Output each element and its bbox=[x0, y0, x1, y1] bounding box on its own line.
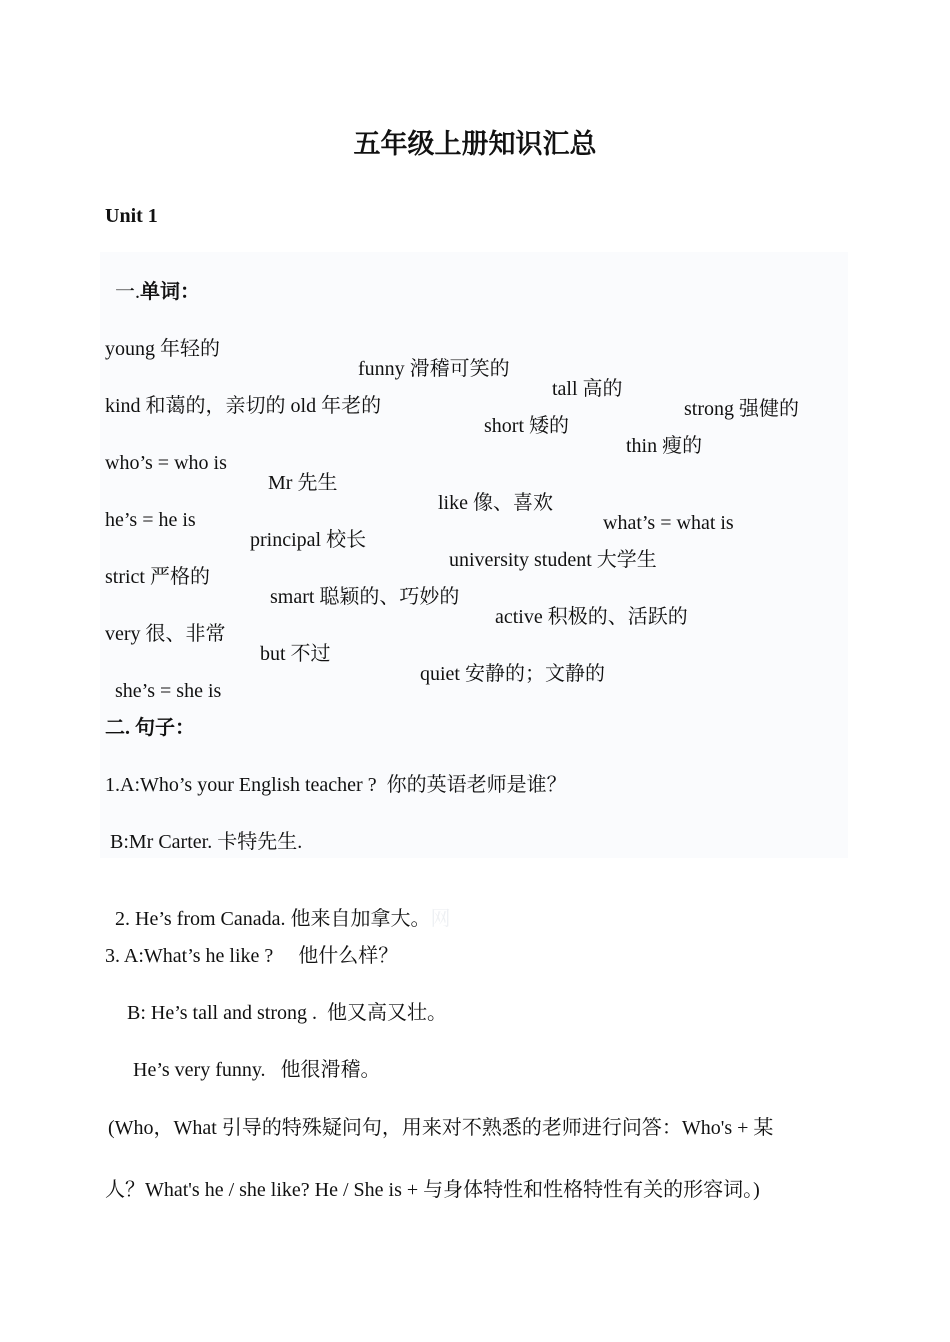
sentence-heading: 二. 句子： bbox=[105, 717, 195, 739]
vocab-word: active 积极的、活跃的 bbox=[495, 606, 688, 628]
sentence-2-text: 2. He’s from Canada. 他来自加拿大。 bbox=[115, 908, 431, 930]
vocab-heading-number: 一. bbox=[115, 281, 140, 303]
vocab-word: funny 滑稽可笑的 bbox=[358, 358, 510, 380]
sentence-3c: He’s very funny. 他很滑稽。 bbox=[133, 1059, 381, 1081]
vocab-row-6 bbox=[105, 604, 865, 685]
vocab-word: kind 和蔼的，亲切的 old 年老的 bbox=[105, 395, 382, 417]
vocab-word: but 不过 bbox=[260, 643, 331, 665]
vocab-word: young 年轻的 bbox=[105, 338, 220, 360]
vocab-row-7 bbox=[105, 661, 221, 701]
vocab-word: who’s = who is bbox=[105, 452, 227, 474]
sentence-1b: B:Mr Carter. 卡特先生. bbox=[110, 831, 303, 853]
unit-heading: Unit 1 bbox=[105, 205, 158, 227]
vocab-row-5 bbox=[105, 547, 865, 628]
vocab-word: strict 严格的 bbox=[105, 566, 210, 588]
page-title: 五年级上册知识汇总 bbox=[353, 129, 597, 159]
vocab-heading-label: 单词： bbox=[140, 281, 200, 303]
vocab-word: Mr 先生 bbox=[268, 472, 338, 494]
vocab-word: he’s = he is bbox=[105, 509, 196, 531]
vocab-word: like 像、喜欢 bbox=[438, 492, 553, 514]
vocab-word: short 矮的 bbox=[484, 415, 569, 437]
vocab-word: tall 高的 bbox=[552, 378, 623, 400]
vocab-word: she’s = she is bbox=[115, 680, 222, 702]
vocab-heading bbox=[105, 262, 200, 302]
sentence-2 bbox=[105, 889, 451, 929]
sentence-3a: 3. A:What’s he like ? 他什么样？ bbox=[105, 945, 399, 967]
grammar-note-line-1: (Who，What 引导的特殊疑问句，用来对不熟悉的老师进行问答：Who's + 某 bbox=[108, 1117, 774, 1139]
vocab-word: smart 聪颖的、巧妙的 bbox=[270, 586, 460, 608]
vocab-word: what’s = what is bbox=[603, 512, 734, 534]
vocab-word: very 很、非常 bbox=[105, 623, 226, 645]
sentence-3b: B: He’s tall and strong . 他又高又壮。 bbox=[127, 1002, 447, 1024]
vocab-word: university student 大学生 bbox=[449, 549, 657, 571]
watermark-mark: 网 bbox=[430, 908, 451, 930]
grammar-note-line-2: 人？What's he / she like? He / She is + 与身体特性和性格特性有关的形容词。) bbox=[105, 1179, 760, 1201]
vocab-word: quiet 安静的；文静的 bbox=[420, 663, 605, 685]
vocab-word: principal 校长 bbox=[250, 529, 367, 551]
vocab-word: strong 强健的 bbox=[684, 398, 799, 420]
sentence-1a: 1.A:Who’s your English teacher ? 你的英语老师是谁？ bbox=[105, 774, 567, 796]
vocab-word: thin 瘦的 bbox=[626, 435, 703, 457]
